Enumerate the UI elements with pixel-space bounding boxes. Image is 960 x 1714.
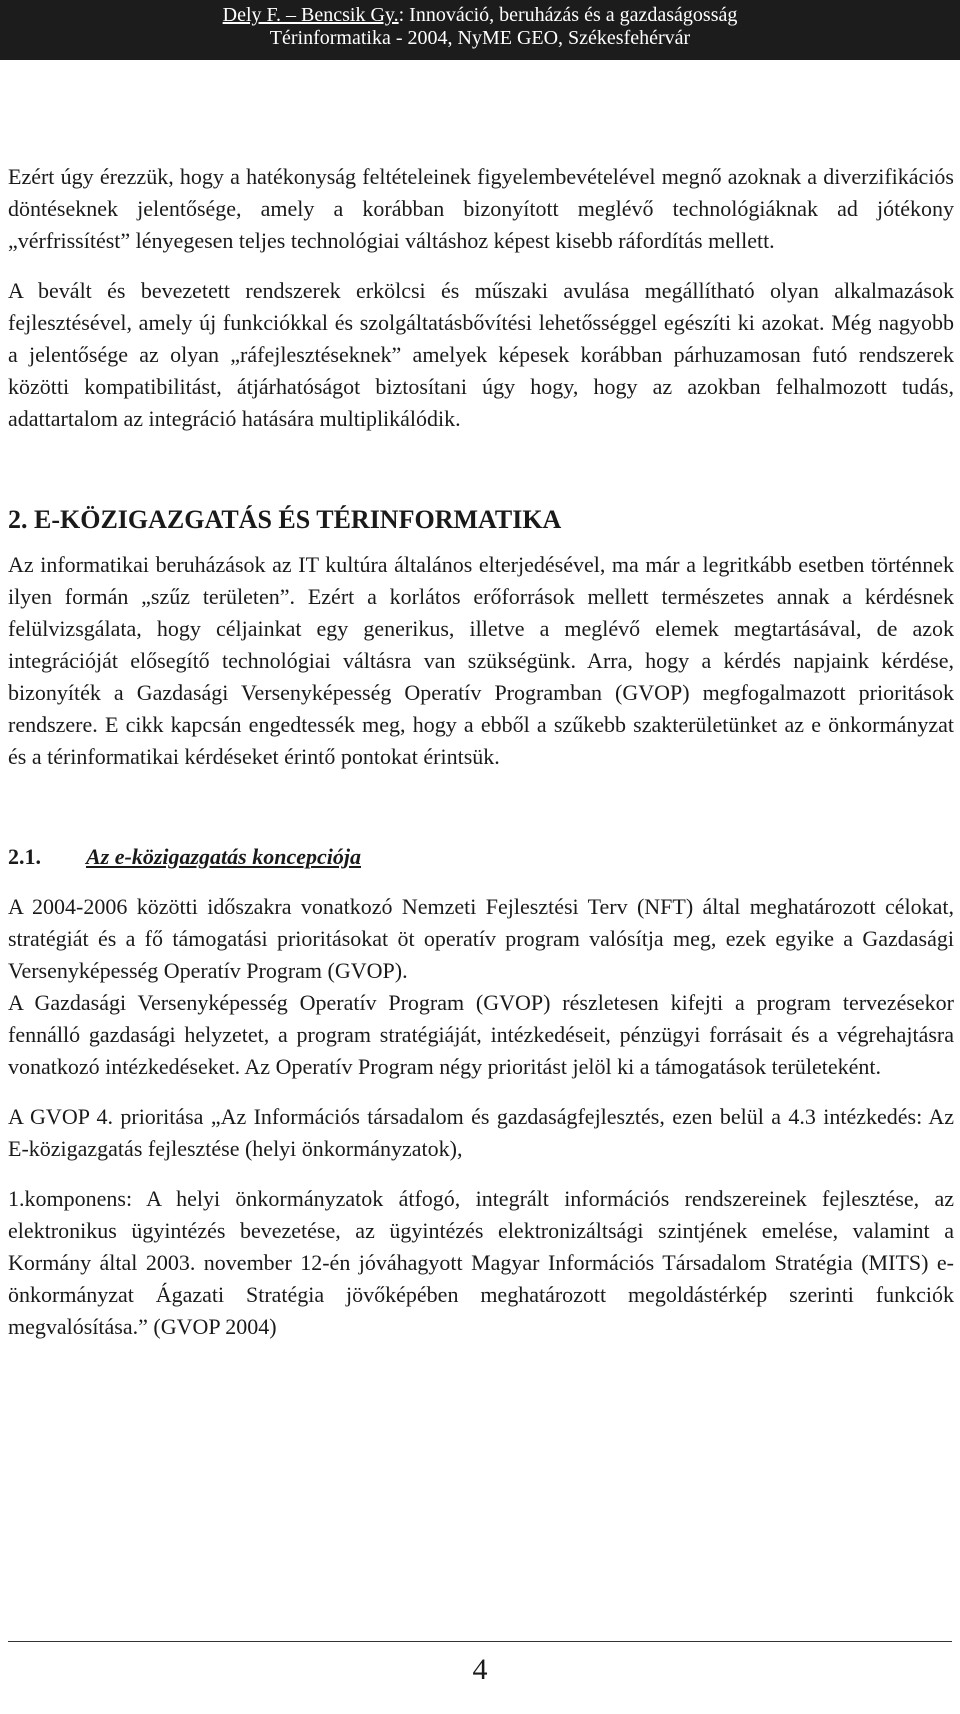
paragraph-3: Az informatikai beruházások az IT kultúra általános elterjedésével, ma már a legritkább esetben történnek ilyen formán „szűz területen”. Ezért a korlátos erőforrások mellett természetes annak a kérdésnek felülvizsgálata, hogy céljainkat egy generikus, illetve a meglévő elemek megtartásával, de azok integrációját elősegítő technológiai váltásra van szükségünk. Arra, hogy a kérdés napjaink kérdése, bizonyíték a Gazdasági Versenyképesség Operatív Programban (GVOP) megfogalmazott prioritások rendszere. E cikk kapcsán engedtessék meg, hogy a ebből a szűkebb szakterületünket az e önkormányzat és a térinformatikai kérdéseket érintő pontokat érintsük. [8,552,954,769]
header-paper-title: : Innováció, beruházás és a gazdaságosság [398,4,738,26]
header-conference: Térinformatika - 2004, NyME GEO, Székesfehérvár [269,27,691,49]
running-header [0,0,960,60]
paragraph-5: A Gazdasági Versenyképesség Operatív Program (GVOP) részletesen kifejti a program tervezésekor fennálló gazdasági helyzetet, a program stratégiáját, intézkedéseit, pénzügyi forrásait és a végrehajtásra vonatkozó intézkedéseket. Az Operatív Program négy prioritást jelöl ki a támogatások területeként. [8,990,954,1079]
section-heading: 2. E-KÖZIGAZGATÁS ÉS TÉRINFORMATIKA [8,505,562,534]
footer-divider [8,1641,952,1642]
header-authors: Dely F. – Bencsik Gy. [222,4,399,26]
subsection-number: 2.1. [8,844,41,869]
header-line-authors-title [0,4,960,27]
subsection-heading [8,841,954,873]
paragraph-4: A 2004-2006 közötti időszakra vonatkozó Nemzeti Fejlesztési Terv (NFT) által meghatározott célokat, stratégiát és a fő támogatási prioritásokat öt operatív program valósítja meg, ezek egyike a Gazdasági Versenyképesség Operatív Program (GVOP). [8,894,954,983]
document-body [8,161,954,1343]
page-number: 4 [472,1653,488,1686]
subsection-title: Az e-közigazgatás koncepciója [86,844,361,869]
paragraph-6: A GVOP 4. prioritása „Az Információs társadalom és gazdaságfejlesztés, ezen belül a 4.3 intézkedés: Az E-közigazgatás fejlesztése (helyi önkormányzatok), [8,1104,954,1161]
paragraph-7: 1.komponens: A helyi önkormányzatok átfogó, integrált információs rendszereinek fejlesztése, az elektronikus ügyintézés bevezetése, az ügyintézés elektronizáltsági szintjének emelése, valamint a Kormány által 2003. november 12-én jóváhagyott Magyar Információs Társadalom Stratégia (MITS) e-önkormányzat Ágazati Stratégia jövőképében meghatározott megoldástérkép szerinti funkciók megvalósítása.” (GVOP 2004) [8,1186,954,1339]
paragraph-1: Ezért úgy érezzük, hogy a hatékonyság feltételeinek figyelembevételével megnő azoknak a diverzifikációs döntéseknek jelentősége, amely a korábban bizonyított meglévő technológiáknak ad jótékony „vérfrissítést” lényegesen teljes technológiai váltáshoz képest kisebb ráfordítás mellett. [8,164,954,253]
paragraph-2: A bevált és bevezetett rendszerek erkölcsi és műszaki avulása megállítható olyan alkalmazások fejlesztésével, amely új funkciókkal és szolgáltatásbővítési lehetősséggel egészíti ki azokat. Még nagyobb a jelentősége az olyan „ráfejlesztéseknek” amelyek képesek korábban párhuzamosan futó rendszerek közötti kompatibilitást, átjárhatóságot biztosítani úgy hogy, hogy az azokban felhalmozott tudás, adattartalom az integráció hatására multiplikálódik. [8,278,954,431]
